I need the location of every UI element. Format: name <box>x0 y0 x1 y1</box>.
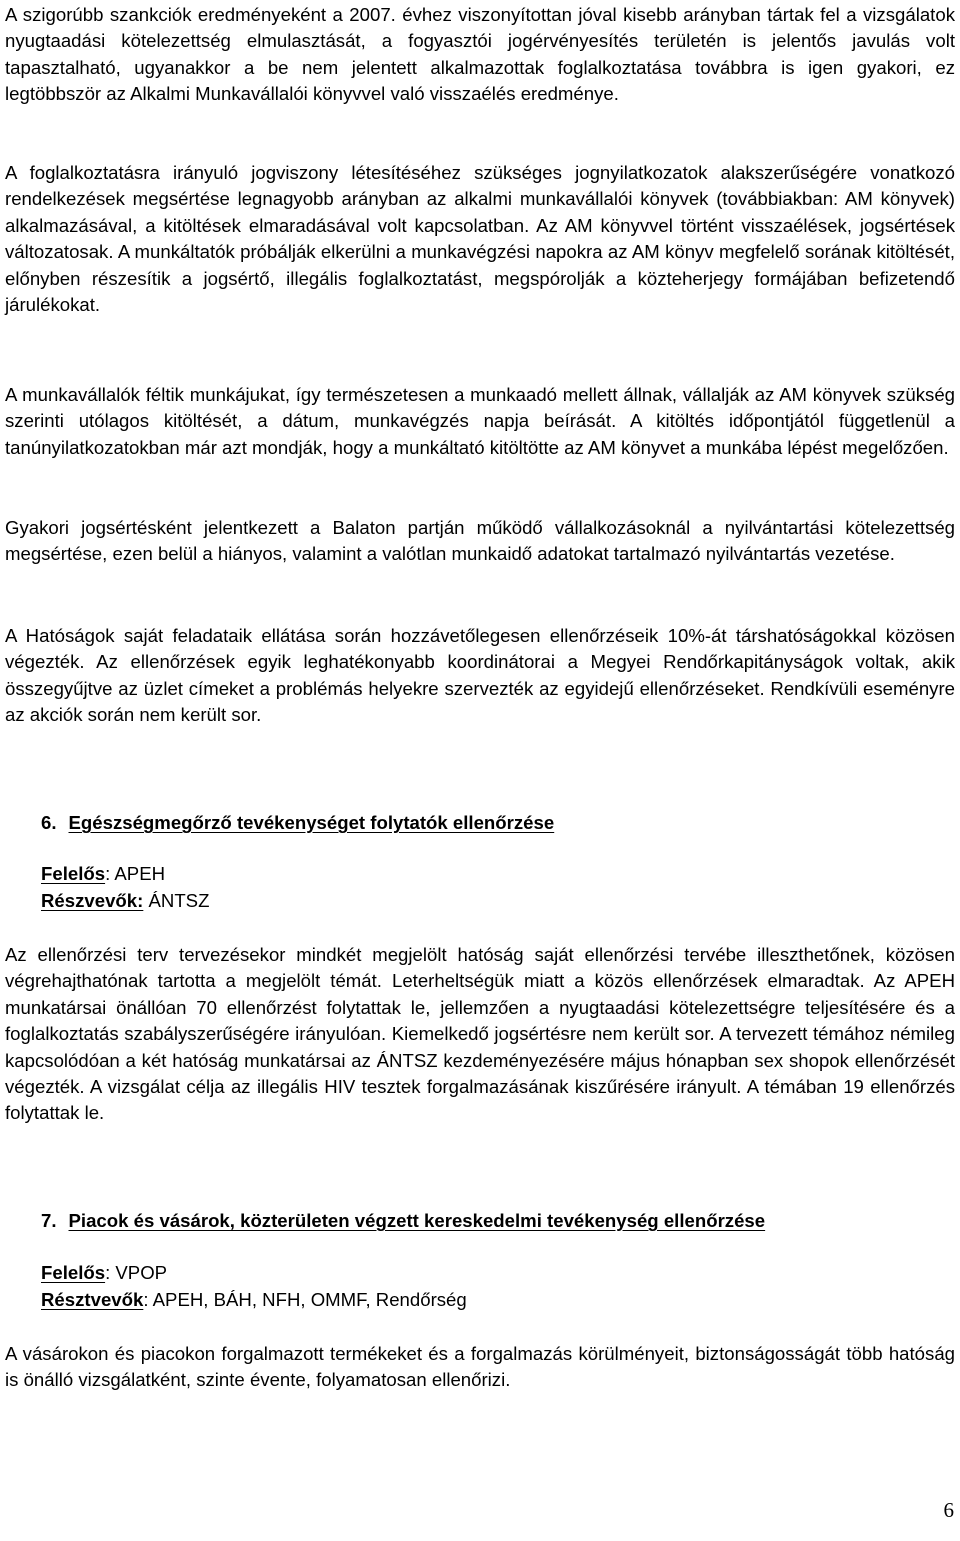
section-6-heading <box>41 810 554 836</box>
section-7-title: Piacok és vásárok, közterületen végzett kereskedelmi tevékenység ellenőrzése <box>68 1210 766 1231</box>
section-6-participants-label: Részvevők: <box>41 890 144 911</box>
paragraph-employees: A munkavállalók féltik munkájukat, így természetesen a munkaadó mellett állnak, vállalják az AM könyvek szükség szerinti utólagos kitöltését, a dátum, munkavégzés napja beírását. A kitöltés időpontjától függetlenül a tanúnyilatkozatokban már azt mondják, hogy a munkáltató kitöltötte az AM könyvet a munkába lépést megelőzően. <box>5 384 955 458</box>
section-6-number: 6. <box>41 812 57 833</box>
section-6-responsible <box>41 861 165 888</box>
section-6-participants <box>41 888 209 915</box>
section-7-participants-label: Résztvevők <box>41 1289 144 1310</box>
paragraph-sanctions: A szigorúbb szankciók eredményeként a 2007. évhez viszonyítottan jóval kisebb arányban tártak fel a vizsgálatok nyugtaadási kötelezettség elmulasztását, a fogyasztói jogérvényesítés területén is jelentős javulás volt tapasztalható, ugyanakkor a be nem jelentett alkalmazottak foglalkoztatása továbbra is igen gyakori, ez legtöbbször az Alkalmi Munkavállalói könyvvel való visszaélés eredménye. <box>5 4 955 105</box>
section-6-responsible-label: Felelős <box>41 863 106 884</box>
section-7-heading <box>41 1208 765 1234</box>
section-7-number: 7. <box>41 1210 57 1231</box>
section-7-participants <box>41 1287 467 1314</box>
paragraph-authorities: A Hatóságok saját feladataik ellátása során hozzávetőlegesen ellenőrzéseik 10%-át társhatóságokkal közösen végezték. Az ellenőrzések egyik leghatékonyabb koordinátorai a Megyei Rendőrkapitányságok voltak, akik összegyűjtve az üzlet címeket a problémás helyekre szervezték az egyidejű ellenőrzéseket. Rendkívüli eseményre az akciók során nem került sor. <box>5 625 955 726</box>
paragraph-am-books: A foglalkoztatásra irányuló jogviszony létesítéséhez szükséges jognyilatkozatok alakszerűségére vonatkozó rendelkezések megsértése legnagyobb arányban az alkalmi munkavállalói könyvek (továbbiakban: AM könyvek) alkalmazásával, a kitöltések elmaradásával volt kapcsolatban. Az AM könyvvel történt visszaélések, jogsértések változatosak. A munkáltatók próbálják elkerülni a munkavégzési napokra az AM könyv megfelelő sorának kitöltését, előnyben részesítik a jogsértő, illegális foglalkoztatást, megspórolják a közteherjegy formájában befizetendő járulékokat. <box>5 162 955 316</box>
section-6-title: Egészségmegőrző tevékenységet folytatók ellenőrzése <box>68 812 555 833</box>
section-7-responsible-value: : VPOP <box>105 1262 168 1283</box>
section-6-body: Az ellenőrzési terv tervezésekor mindkét megjelölt hatóság saját ellenőrzési tervébe illeszthetőnek, közösen végrehajthatónak tartotta a megjelölt témát. Leterheltségük miatt a közös ellenőrzések elmaradtak. Az APEH munkatársai önállóan 70 ellenőrzést folytattak le, jellemzően a nyugtaadási kötelezettségre teljesítésére és a foglalkoztatás szabályszerűségére irányulóan. Kiemelkedő jogsértésre nem került sor. A tervezett témához némileg kapcsolódóan a két hatóság munkatársai az ÁNTSZ kezdeményezésére május hónapban sex shopok ellenőrzését végezték. A vizsgálat célja az illegális HIV tesztek forgalmazásának kiszűrésére irányult. A témában 19 ellenőrzés folytattak le. <box>5 944 955 1124</box>
section-6-responsible-value: : APEH <box>105 863 166 884</box>
section-7-body: A vásárokon és piacokon forgalmazott termékeket és a forgalmazás körülményeit, biztonságosságát több hatóság is önálló vizsgálatként, szinte évente, folyamatosan ellenőrizi. <box>5 1343 955 1391</box>
section-7-participants-value: : APEH, BÁH, NFH, OMMF, Rendőrség <box>143 1289 467 1310</box>
paragraph-balaton: Gyakori jogsértésként jelentkezett a Balaton partján működő vállalkozásoknál a nyilvántartási kötelezettség megsértése, ezen belül a hiányos, valamint a valótlan munkaidő adatokat tartalmazó nyilvántartás vezetése. <box>5 517 955 565</box>
section-7-responsible <box>41 1260 167 1287</box>
section-6-participants-value: ÁNTSZ <box>143 890 210 911</box>
section-7-responsible-label: Felelős <box>41 1262 106 1283</box>
page-number: 6 <box>943 1498 954 1522</box>
